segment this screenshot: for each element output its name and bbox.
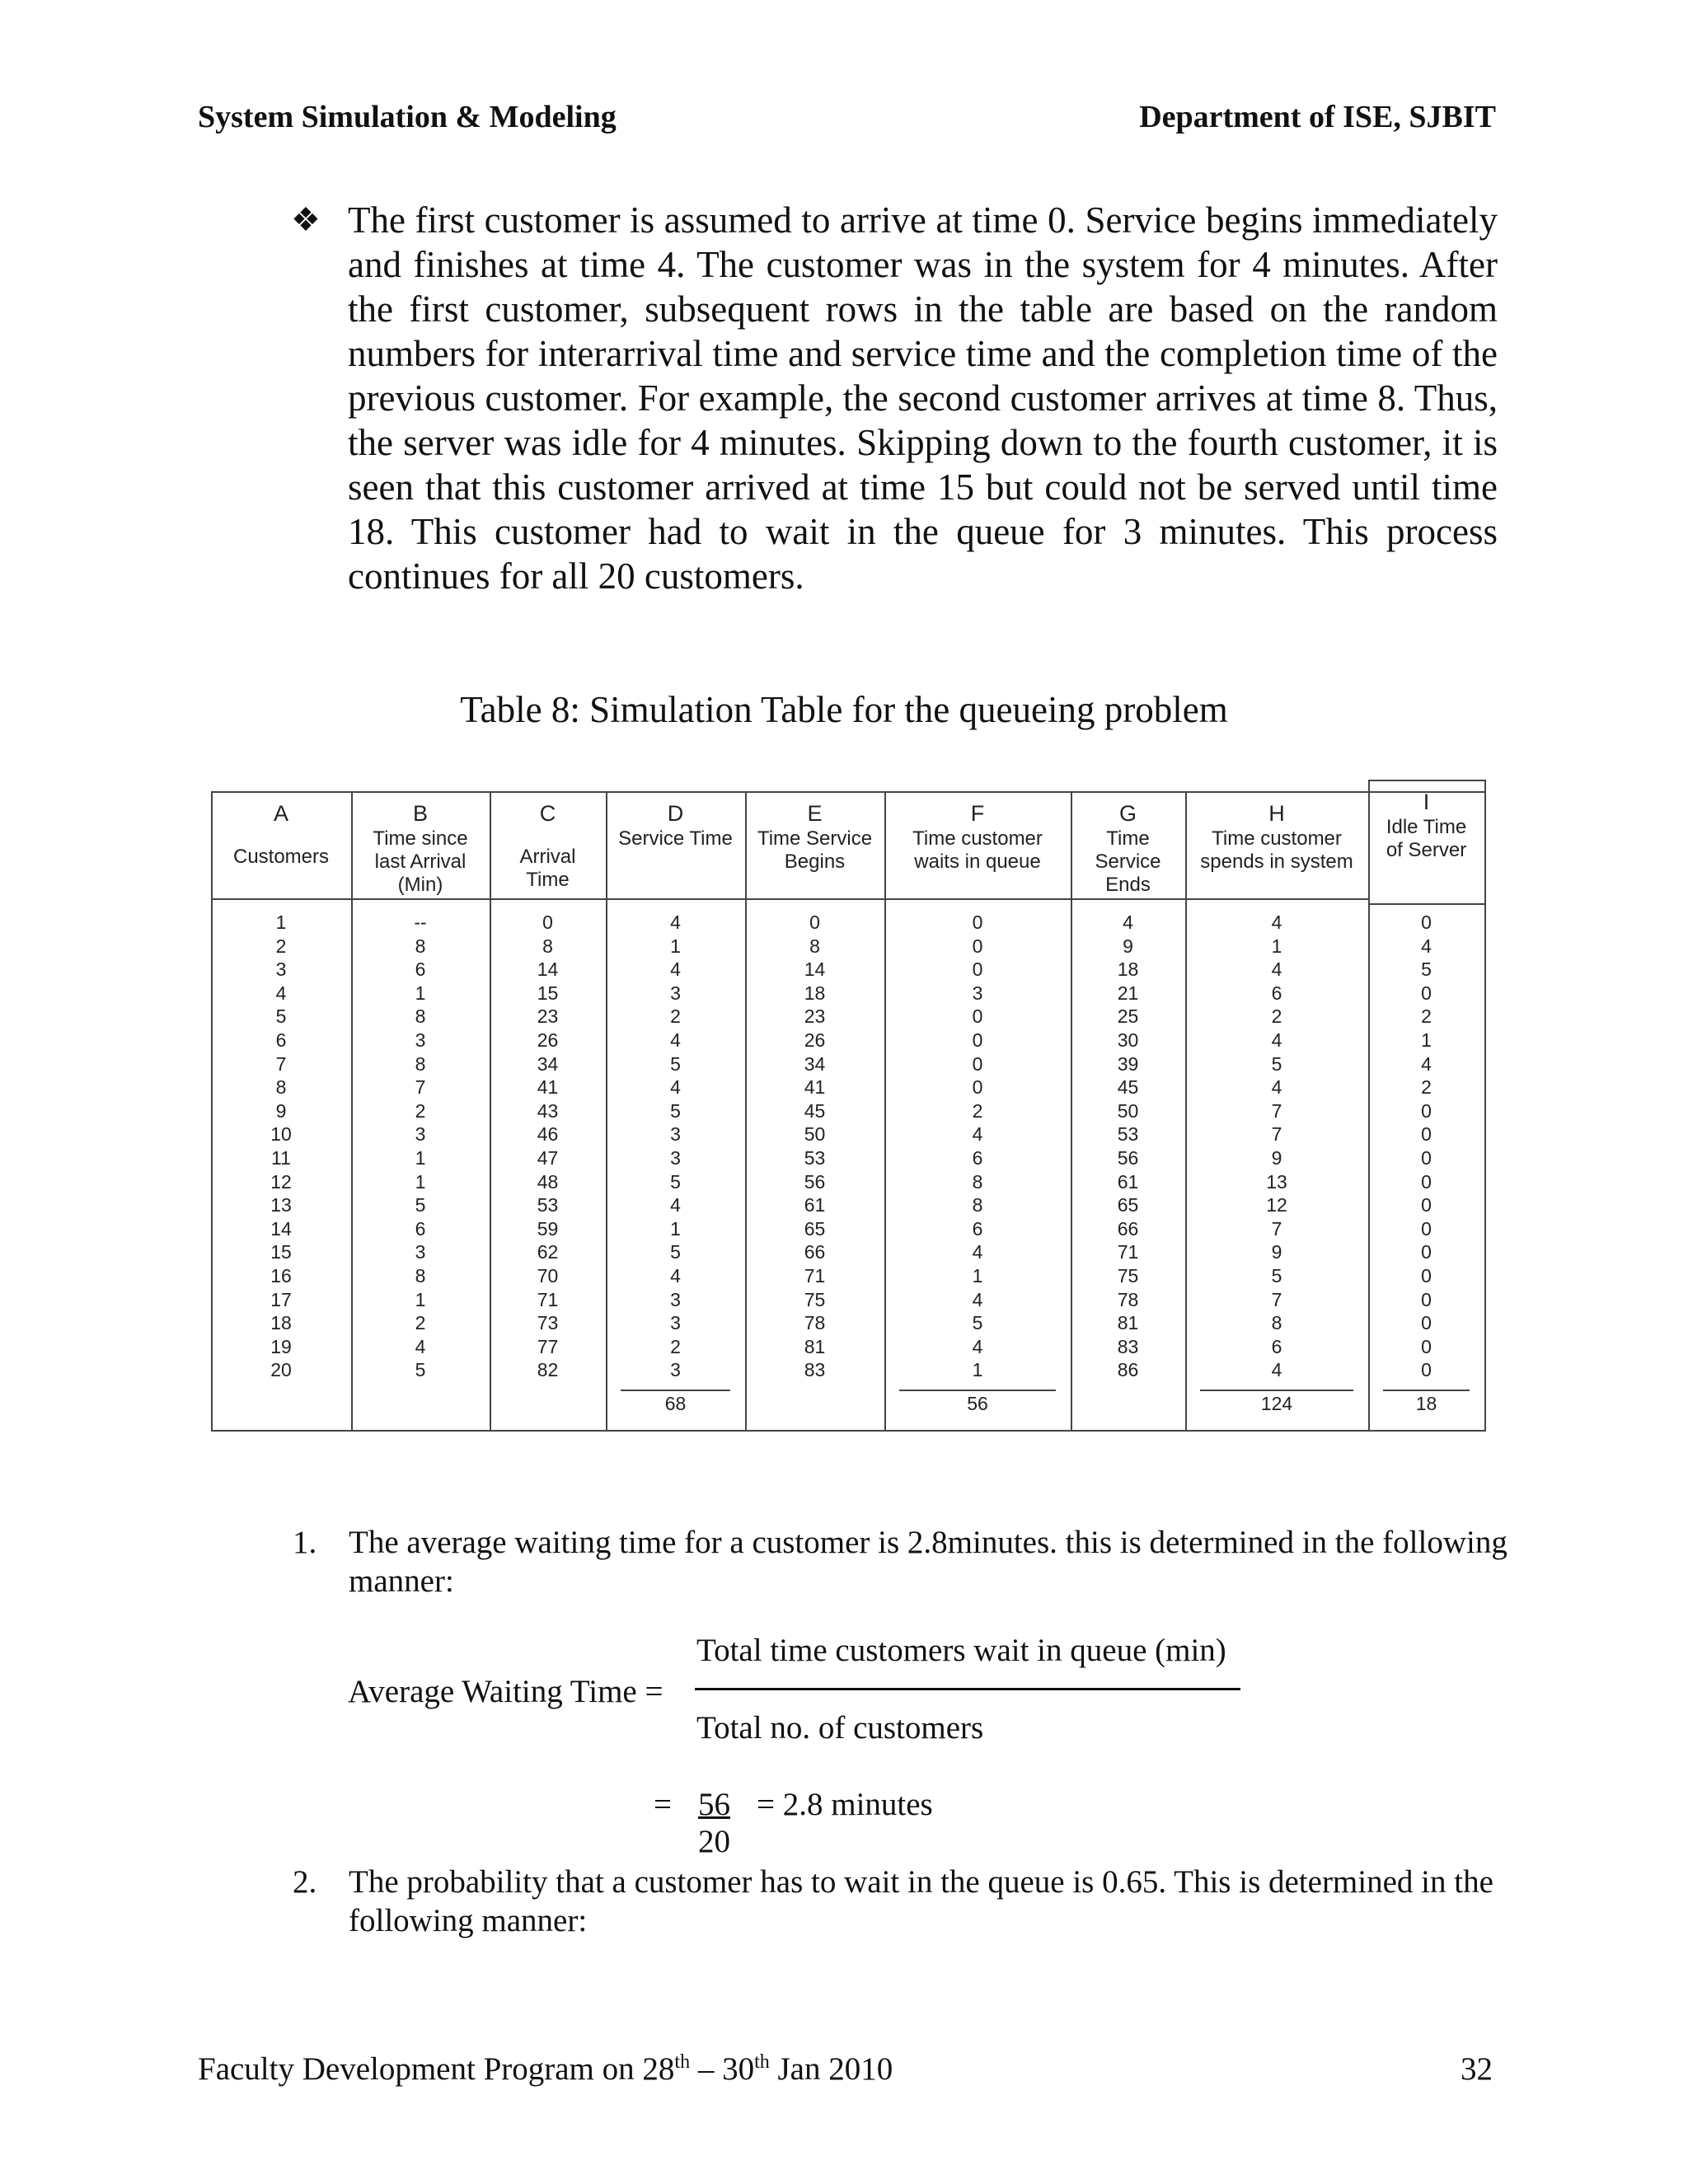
column-header (1368, 788, 1484, 885)
table-cell: 4 (670, 1194, 681, 1216)
column-title: Arrival Time (519, 846, 576, 891)
column-letter: E (807, 801, 823, 826)
table-cell: 9 (1123, 935, 1133, 957)
table-cell: 6 (415, 958, 426, 981)
table-column-g (1071, 791, 1185, 1430)
table-cell: 20 (270, 1359, 292, 1381)
calc-result: = 2.8 minutes (757, 1787, 933, 1822)
column-header (1071, 799, 1185, 897)
table-cell: 8 (972, 1170, 983, 1193)
list-number: 2. (293, 1864, 317, 1900)
table-cell: 62 (537, 1241, 559, 1263)
table-cell: 1 (415, 982, 426, 1004)
table-cell: 12 (270, 1170, 292, 1193)
table-cell: 30 (1117, 1029, 1139, 1051)
table-cell: 3 (415, 1029, 426, 1051)
column-letter: C (539, 801, 556, 826)
table-cell: 82 (537, 1359, 559, 1381)
table-cell: 70 (537, 1264, 559, 1286)
table-cell: 8 (809, 935, 820, 957)
table-cell: 4 (972, 1123, 983, 1146)
table-cell: 34 (537, 1052, 559, 1075)
table-cell: 45 (1117, 1076, 1139, 1099)
table-cell: 3 (670, 982, 681, 1004)
table-cell: 0 (972, 1052, 983, 1075)
table-cell: 66 (804, 1241, 826, 1263)
table-cell: 4 (1123, 912, 1133, 933)
table-cell: 2 (670, 1005, 681, 1028)
table-cell: 12 (1266, 1194, 1287, 1216)
table-cell: 8 (542, 935, 553, 957)
table-cell: 77 (537, 1335, 559, 1357)
table-cell: 9 (1271, 1146, 1282, 1169)
column-title: Time Service Begins (757, 827, 873, 873)
column-letter: A (273, 801, 288, 826)
simulation-table (211, 791, 1484, 1430)
table-cell: 13 (1266, 1170, 1287, 1193)
table-cell: 41 (804, 1076, 826, 1099)
table-cell: 71 (804, 1264, 826, 1286)
table-cell: 5 (1421, 958, 1432, 981)
table-cell: 1 (415, 1170, 426, 1193)
column-letter: F (970, 801, 985, 826)
table-cell: 1 (670, 1217, 681, 1240)
table-cell: 8 (972, 1194, 983, 1216)
table-cell: 4 (1271, 1359, 1282, 1381)
column-values (1185, 911, 1368, 1382)
table-cell: 11 (271, 1146, 291, 1169)
formula-numerator: Total time customers wait in queue (min) (696, 1633, 1226, 1668)
table-cell: 2 (415, 1312, 426, 1334)
table-cell: 0 (1421, 1099, 1432, 1122)
table-cell: 56 (804, 1170, 826, 1193)
table-cell: 0 (1421, 912, 1432, 933)
table-cell: 7 (1271, 1217, 1282, 1240)
table-cell: 8 (415, 1264, 426, 1286)
table-cell: 3 (275, 958, 287, 981)
table-cell: 50 (1117, 1099, 1139, 1122)
table-cell: 41 (537, 1076, 559, 1099)
table-cell: 0 (1421, 1217, 1432, 1240)
column-header (606, 799, 745, 897)
table-cell: 0 (1421, 1264, 1432, 1286)
calc-denominator: 20 (698, 1824, 730, 1859)
table-cell: 47 (537, 1146, 559, 1169)
column-title: Time since last Arrival (Min) (373, 827, 468, 896)
table-cell: 0 (1421, 1241, 1432, 1263)
table-column-h (1185, 791, 1368, 1430)
table-cell: 81 (1117, 1312, 1139, 1334)
column-values (351, 911, 490, 1382)
table-cell: 78 (1117, 1288, 1139, 1310)
table-cell: 48 (537, 1170, 559, 1193)
table-column-i (1368, 791, 1484, 1430)
table-cell: 2 (275, 935, 287, 957)
table-cell: 2 (1271, 1005, 1282, 1028)
table-cell: 18 (1117, 958, 1139, 981)
table-cell: 4 (972, 1288, 983, 1310)
table-cell: 1 (415, 1288, 426, 1310)
table-cell: 8 (415, 935, 426, 957)
table-cell: 23 (804, 1005, 826, 1028)
table-cell: 0 (1421, 1335, 1432, 1357)
table-cell: 6 (1271, 982, 1282, 1004)
column-values (1071, 911, 1185, 1382)
table-cell: 4 (670, 1264, 681, 1286)
table-cell: 7 (415, 1076, 426, 1099)
column-header (884, 799, 1071, 897)
column-values (884, 911, 1071, 1382)
table-cell: 0 (1421, 1312, 1432, 1334)
column-total: 124 (1260, 1393, 1293, 1414)
table-cell: 18 (270, 1312, 292, 1334)
table-cell: 4 (1421, 1052, 1432, 1075)
column-values (745, 911, 884, 1382)
table-cell: 2 (415, 1099, 426, 1122)
list-text: The average waiting time for a customer is 2.8minutes. this is determined in the following manner: (349, 1525, 1507, 1599)
table-column-f (884, 791, 1071, 1430)
footer-left: Faculty Development Program on 28th – 30th Jan 2010 (198, 2051, 893, 2087)
table-cell: 73 (537, 1312, 559, 1334)
table-cell: 15 (270, 1241, 292, 1263)
table-cell: 3 (415, 1123, 426, 1146)
column-letter: B (412, 801, 428, 826)
table-cell: 18 (804, 982, 826, 1004)
column-header (351, 799, 490, 897)
table-cell: 2 (670, 1335, 681, 1357)
table-cell: 34 (804, 1052, 826, 1075)
table-cell: 75 (1117, 1264, 1139, 1286)
column-letter: D (667, 801, 684, 826)
table-cell: 71 (1117, 1241, 1139, 1263)
table-cell: 5 (415, 1194, 426, 1216)
table-cell: 59 (537, 1217, 559, 1240)
table-cell: 1 (972, 1264, 983, 1286)
table-cell: 14 (270, 1217, 292, 1240)
equals-sign: = (654, 1787, 672, 1822)
table-cell: 0 (809, 912, 820, 933)
table-cell: 5 (670, 1241, 681, 1263)
table-cell: 7 (275, 1052, 287, 1075)
formula-denominator: Total no. of customers (696, 1710, 984, 1746)
column-title: Service Time (618, 827, 733, 850)
table-cell: 86 (1117, 1359, 1139, 1381)
column-header (490, 799, 606, 897)
table-cell: 0 (1421, 1146, 1432, 1169)
column-letter: I (1423, 790, 1430, 814)
table-cell: 4 (1271, 958, 1282, 981)
table-cell: 5 (670, 1052, 681, 1075)
table-cell: 5 (1271, 1264, 1282, 1286)
table-cell: 5 (1271, 1052, 1282, 1075)
column-total: 18 (1415, 1393, 1437, 1414)
column-letter: H (1268, 801, 1285, 826)
table-cell: 14 (537, 958, 559, 981)
table-cell: 1 (670, 935, 681, 957)
table-cell: 6 (275, 1029, 287, 1051)
table-cell: 81 (804, 1335, 826, 1357)
table-cell: 23 (537, 1005, 559, 1028)
list-text: The probability that a customer has to wait in the queue is 0.65. This is determined in the following manner: (349, 1864, 1493, 1938)
table-cell: 4 (670, 1076, 681, 1099)
table-cell: 4 (1421, 935, 1432, 957)
table-cell: 4 (1271, 1029, 1282, 1051)
table-column-d (606, 791, 745, 1430)
table-cell: 26 (537, 1029, 559, 1051)
table-cell: 3 (670, 1146, 681, 1169)
fraction-bar (695, 1688, 1240, 1690)
table-cell: 0 (1421, 1123, 1432, 1146)
table-cell: 3 (415, 1241, 426, 1263)
table-cell: 61 (804, 1194, 826, 1216)
table-cell: 5 (670, 1170, 681, 1193)
table-cell: 7 (1271, 1099, 1282, 1122)
table-cell: 5 (275, 1005, 287, 1028)
table-cell: 0 (1421, 1170, 1432, 1193)
table-cell: 39 (1117, 1052, 1139, 1075)
page-number: 32 (1461, 2051, 1493, 2087)
table-cell: 0 (1421, 1288, 1432, 1310)
table-cell: 21 (1117, 982, 1139, 1004)
table-column-b (351, 791, 490, 1430)
table-cell: 61 (1117, 1170, 1139, 1193)
table-cell: 7 (1271, 1288, 1282, 1310)
column-header (211, 799, 351, 897)
calc-numerator: 56 (698, 1787, 730, 1822)
table-cell: 1 (1271, 935, 1282, 957)
column-title: Time Service Ends (1095, 827, 1161, 896)
table-cell: 53 (804, 1146, 826, 1169)
table-cell: 8 (275, 1076, 287, 1099)
table-cell: 3 (670, 1123, 681, 1146)
table-cell: 14 (804, 958, 826, 981)
list-item-1 (293, 1523, 1512, 1601)
table-cell: 9 (275, 1099, 287, 1122)
table-cell: 43 (537, 1099, 559, 1122)
table-cell: 3 (670, 1359, 681, 1381)
table-cell: 4 (670, 912, 681, 933)
table-cell: 26 (804, 1029, 826, 1051)
column-title: Customers (232, 846, 330, 868)
list-item-2 (293, 1863, 1512, 1940)
table-caption: Table 8: Simulation Table for the queueing problem (460, 689, 1228, 730)
table-cell: 5 (415, 1359, 426, 1381)
table-cell: 8 (415, 1005, 426, 1028)
table-cell: 0 (972, 958, 983, 981)
table-cell: 15 (537, 982, 559, 1004)
column-values (606, 911, 745, 1382)
table-cell: 45 (804, 1099, 826, 1122)
intro-paragraph (293, 198, 1498, 598)
table-cell: 4 (670, 1029, 681, 1051)
column-values (211, 911, 351, 1382)
table-cell: 4 (972, 1335, 983, 1357)
table-column-e (745, 791, 884, 1430)
page-header-right: Department of ISE, SJBIT (1139, 100, 1496, 134)
table-cell: 3 (670, 1312, 681, 1334)
table-cell: 56 (1117, 1146, 1139, 1169)
table-cell: 17 (270, 1288, 292, 1310)
column-total: 56 (967, 1393, 988, 1414)
table-cell: 4 (670, 958, 681, 981)
table-cell: 1 (1421, 1029, 1432, 1051)
column-title: Time customer waits in queue (912, 827, 1043, 873)
table-cell: 0 (972, 912, 983, 933)
table-cell: 65 (1117, 1194, 1139, 1216)
table-cell: 2 (1421, 1005, 1432, 1028)
formula-label: Average Waiting Time = (348, 1674, 663, 1709)
table-cell: 2 (1421, 1076, 1432, 1099)
table-cell: 83 (1117, 1335, 1139, 1357)
table-cell: 0 (972, 1005, 983, 1028)
paragraph-text: The first customer is assumed to arrive at time 0. Service begins immediately and finishes at time 4. The customer was in the system for 4 minutes. After the first customer, subsequent rows in the table are based on the random numbers for interarrival time and service time and the completion time of the previous customer. For example, the second customer arrives at time 8. Thus, the server was idle for 4 minutes. Skipping down to the fourth customer, it is seen that this customer arrived at time 15 but could not be served until time 18. This customer had to wait in the queue for 3 minutes. This process continues for all 20 customers. (348, 199, 1498, 597)
table-cell: 6 (1271, 1335, 1282, 1357)
table-cell: 1 (415, 1146, 426, 1169)
table-cell: 0 (542, 912, 553, 933)
table-cell: 1 (275, 912, 287, 933)
column-letter: G (1118, 801, 1137, 826)
table-cell: 5 (670, 1099, 681, 1122)
column-header (1185, 799, 1368, 897)
table-cell: 75 (804, 1288, 826, 1310)
table-cell: 16 (270, 1264, 292, 1286)
table-cell: 66 (1117, 1217, 1139, 1240)
table-cell: 9 (1271, 1241, 1282, 1263)
page-header-left: System Simulation & Modeling (198, 100, 617, 134)
table-cell: 46 (537, 1123, 559, 1146)
table-cell: 7 (1271, 1123, 1282, 1146)
table-cell: 78 (804, 1312, 826, 1334)
table-cell: 8 (1271, 1312, 1282, 1334)
table-cell: 10 (270, 1123, 292, 1146)
table-cell: 0 (1421, 1194, 1432, 1216)
table-cell: 50 (804, 1123, 826, 1146)
column-total: 68 (664, 1393, 687, 1414)
table-cell: 0 (972, 1029, 983, 1051)
table-cell: 53 (537, 1194, 559, 1216)
table-cell: 6 (415, 1217, 426, 1240)
table-cell: 13 (270, 1194, 292, 1216)
table-cell: 0 (1421, 982, 1432, 1004)
column-title: Idle Time of Server (1386, 816, 1467, 861)
table-cell: 65 (804, 1217, 826, 1240)
table-cell: 3 (972, 982, 983, 1004)
table-cell: 0 (1421, 1359, 1432, 1381)
table-cell: 6 (972, 1217, 983, 1240)
table-cell: 19 (270, 1335, 292, 1357)
table-cell: 4 (275, 982, 287, 1004)
diamond-bullet-icon: ❖ (291, 201, 321, 238)
table-cell: 4 (415, 1335, 426, 1357)
column-values (490, 911, 606, 1382)
table-cell: 5 (972, 1312, 983, 1334)
table-cell: 0 (972, 935, 983, 957)
table-cell: 83 (804, 1359, 826, 1381)
table-cell: 8 (415, 1052, 426, 1075)
table-cell: -- (414, 912, 427, 933)
table-cell: 4 (1271, 912, 1282, 933)
table-cell: 4 (1271, 1076, 1282, 1099)
table-cell: 2 (972, 1099, 983, 1122)
table-cell: 53 (1117, 1123, 1139, 1146)
table-cell: 6 (972, 1146, 983, 1169)
table-cell: 0 (972, 1076, 983, 1099)
column-title: Time customer spends in system (1200, 827, 1353, 873)
column-header (745, 799, 884, 897)
table-column-c (490, 791, 606, 1430)
table-cell: 4 (972, 1241, 983, 1263)
table-cell: 1 (972, 1359, 983, 1381)
table-cell: 3 (670, 1288, 681, 1310)
table-cell: 71 (537, 1288, 559, 1310)
table-cell: 25 (1117, 1005, 1139, 1028)
column-values (1368, 911, 1484, 1382)
list-number: 1. (293, 1525, 317, 1560)
table-column-a (211, 791, 351, 1430)
